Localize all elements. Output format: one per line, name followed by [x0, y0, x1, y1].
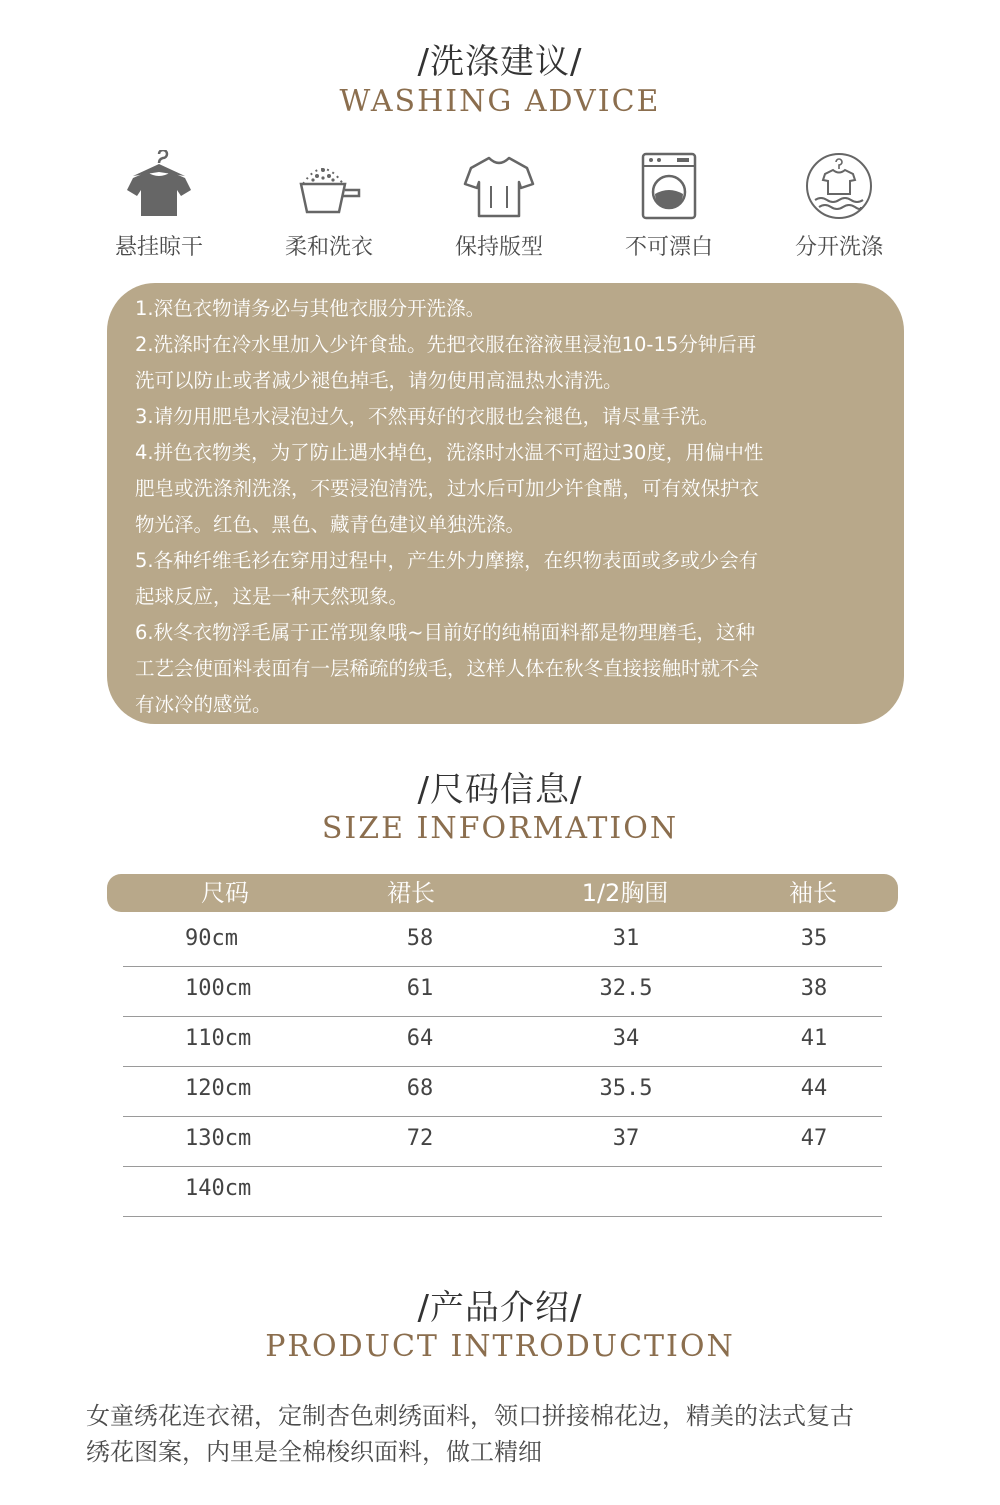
cell-size: 120cm [185, 1076, 252, 1101]
washing-icons-row [0, 150, 1000, 270]
cell-chest: 34 [612, 1026, 640, 1051]
washing-title-en: WASHING ADVICE [339, 84, 661, 119]
advice-line: 肥皂或洗涤剂洗涤，不要浸泡清洗，过水后可加少许食醋，可有效保护衣 [135, 477, 760, 500]
advice-line: 工艺会使面料表面有一层稀疏的绒毛，这样人体在秋冬直接接触时就不会 [135, 657, 760, 680]
table-row [123, 1067, 882, 1117]
icon-item-no-bleach [584, 150, 754, 261]
cell-length [350, 1167, 490, 1211]
icon-label-keep-shape: 保持版型 [454, 235, 543, 260]
advice-line: 1.深色衣物请务必与其他衣服分开洗涤。 [135, 297, 486, 320]
washing-machine-icon [633, 150, 705, 222]
table-row [123, 917, 882, 967]
cell-length: 61 [406, 976, 434, 1001]
cell-size: 110cm [185, 1026, 252, 1051]
detergent-scoop-icon [293, 150, 365, 222]
shirt-outline-icon [463, 150, 535, 222]
header-dress-length: 裙长 [387, 879, 435, 907]
cell-chest: 31 [612, 926, 640, 951]
advice-line: 洗可以防止或者减少褪色掉毛，请勿使用高温热水清洗。 [135, 369, 623, 392]
cell-sleeve: 38 [800, 976, 828, 1001]
cell-length: 68 [406, 1076, 434, 1101]
cell-length: 58 [406, 926, 434, 951]
advice-line: 物光泽。红色、黑色、藏青色建议单独洗涤。 [135, 513, 526, 536]
row-divider [123, 1216, 882, 1217]
advice-line: 有冰冷的感觉。 [135, 693, 272, 716]
icon-label-hang-dry: 悬挂晾干 [114, 235, 203, 260]
icon-item-separate-wash [754, 150, 924, 261]
washing-title-cn: /洗涤建议/ [417, 42, 583, 82]
size-title-en: SIZE INFORMATION [321, 811, 679, 846]
size-table-header [107, 874, 898, 912]
product-title-en: PRODUCT INTRODUCTION [265, 1329, 735, 1364]
icon-item-hang-dry [74, 150, 244, 261]
cell-size: 130cm [185, 1126, 252, 1151]
cell-length: 72 [406, 1126, 434, 1151]
icon-item-gentle-wash [244, 150, 414, 261]
advice-line: 3.请勿用肥皂水浸泡过久，不然再好的衣服也会褪色，请尽量手洗。 [135, 405, 720, 428]
cell-chest: 35.5 [599, 1076, 653, 1101]
separate-wash-icon [803, 150, 875, 222]
cell-length: 64 [406, 1026, 434, 1051]
size-title-cn: /尺码信息/ [417, 770, 583, 810]
advice-line: 5.各种纤维毛衫在穿用过程中，产生外力摩擦，在织物表面或多或少会有 [135, 549, 759, 572]
icon-label-gentle-wash: 柔和洗衣 [284, 235, 373, 260]
cell-sleeve: 47 [800, 1126, 828, 1151]
cell-sleeve: 41 [800, 1026, 828, 1051]
header-size: 尺码 [201, 879, 249, 907]
cell-sleeve: 35 [800, 926, 828, 951]
advice-line: 4.拼色衣物类，为了防止遇水掉色，洗涤时水温不可超过30度，用偏中性 [135, 441, 764, 464]
cell-chest: 37 [612, 1126, 640, 1151]
cell-sleeve: 44 [800, 1076, 828, 1101]
cell-size: 90cm [185, 926, 238, 951]
table-row [123, 1017, 882, 1067]
product-description-line: 绣花图案，内里是全棉梭织面料，做工精细 [86, 1438, 542, 1466]
header-half-chest: 1/2胸围 [581, 879, 669, 907]
product-description-line: 女童绣花连衣裙，定制杏色刺绣面料，领口拼接棉花边，精美的法式复古 [86, 1402, 854, 1430]
hanging-shirt-icon [123, 150, 195, 222]
icon-label-separate-wash: 分开洗涤 [794, 235, 883, 260]
table-row [123, 1167, 882, 1217]
advice-line: 2.洗涤时在冷水里加入少许食盐。先把衣服在溶液里浸泡10-15分钟后再 [135, 333, 757, 356]
advice-line: 起球反应，这是一种天然现象。 [135, 585, 409, 608]
table-row [123, 1117, 882, 1167]
cell-chest: 32.5 [599, 976, 653, 1001]
cell-sleeve [744, 1167, 884, 1211]
washing-advice-box [107, 283, 904, 724]
icon-label-no-bleach: 不可漂白 [624, 235, 713, 260]
product-title-cn: /产品介绍/ [417, 1288, 583, 1328]
table-row [123, 967, 882, 1017]
cell-size: 100cm [185, 976, 252, 1001]
icon-item-keep-shape [414, 150, 584, 261]
product-description [86, 1398, 986, 1470]
advice-line: 6.秋冬衣物浮毛属于正常现象哦~目前好的纯棉面料都是物理磨毛，这种 [135, 621, 755, 644]
header-sleeve-length: 袖长 [789, 879, 837, 907]
cell-size: 140cm [185, 1176, 252, 1201]
cell-chest [556, 1167, 696, 1211]
